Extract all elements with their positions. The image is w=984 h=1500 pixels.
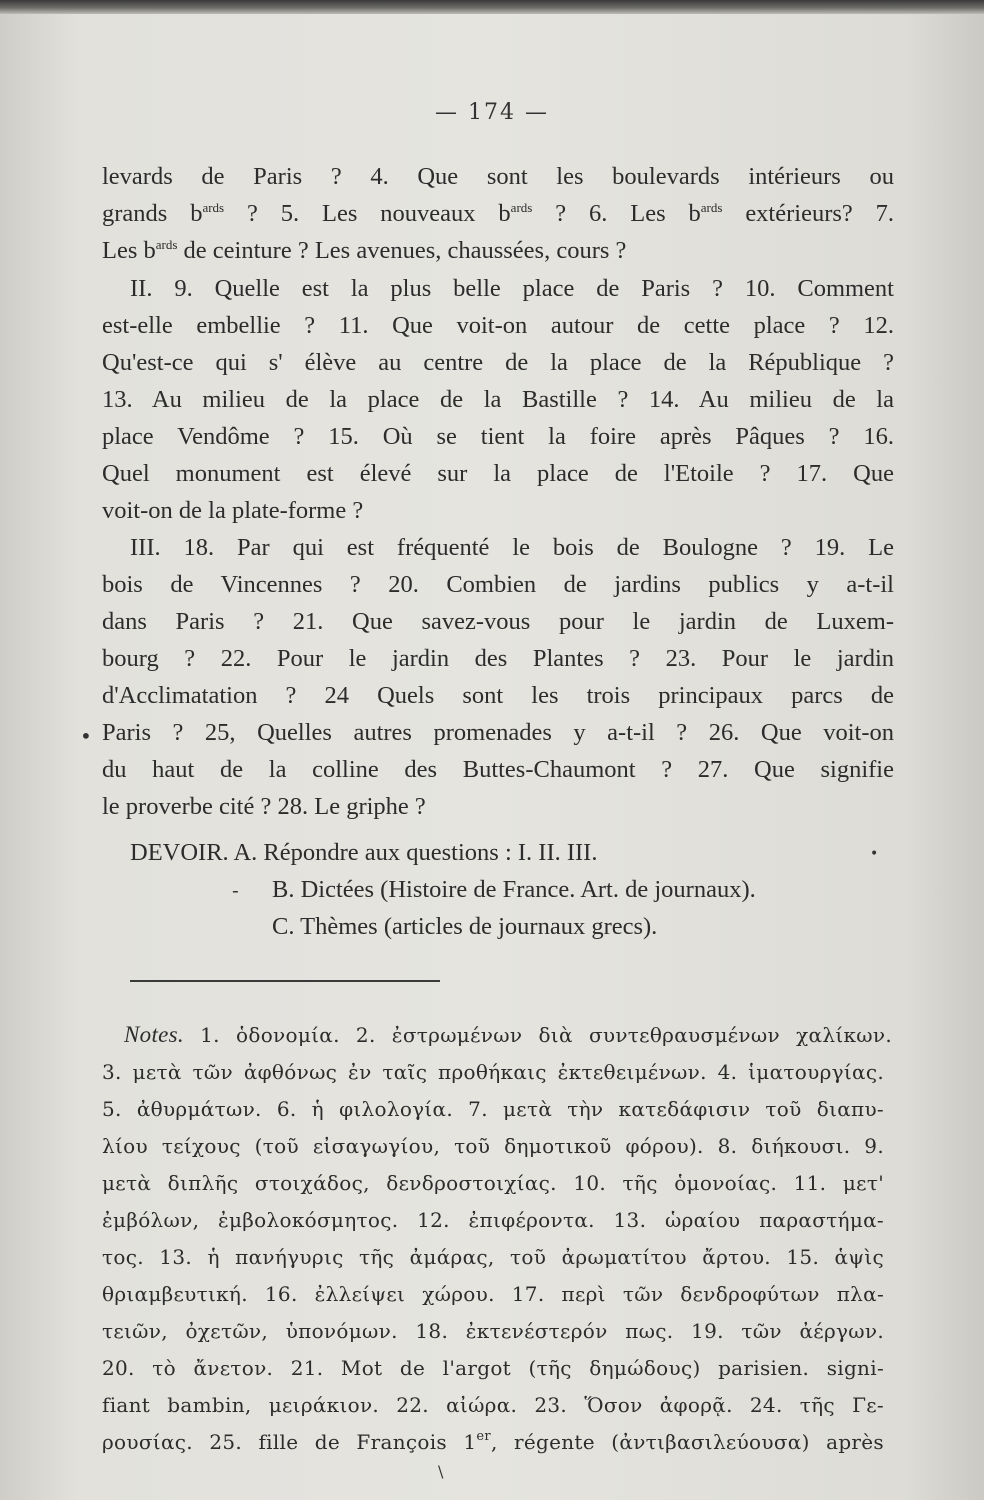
text-line: du haut de la colline des Buttes-Chaumont ? 27. Que signifie (102, 756, 894, 783)
devoir-c: C. Thèmes (articles de journaux grecs). (272, 913, 658, 940)
notes-line: τος. 13. ἡ πανήγυρις τῆς ἀμάρας, τοῦ ἀρωματίτου ἄρτου. 15. ἁψὶς (102, 1245, 884, 1269)
devoir-b: B. Dictées (Histoire de France. Art. de journaux). (272, 876, 756, 903)
section-ii-start: II. 9. Quelle est la plus belle place de Paris ? 10. Comment (130, 275, 894, 302)
text-line: d'Acclimatation ? 24 Quels sont les trois principaux parcs de (102, 682, 894, 709)
margin-bullet: • (80, 724, 92, 748)
text-line: Qu'est-ce qui s' élève au centre de la place de la République ? (102, 349, 894, 376)
text-line: bois de Vincennes ? 20. Combien de jardins publics y a-t-il (102, 571, 894, 598)
margin-dot: • (870, 846, 879, 862)
notes-label: Notes. (124, 1022, 184, 1047)
text-line: place Vendôme ? 15. Où se tient la foire après Pâques ? 16. (102, 423, 894, 450)
page-number: — 174 — (435, 100, 549, 125)
text-line: bourg ? 22. Pour le jardin des Plantes ? 23. Pour le jardin (102, 645, 894, 672)
notes-line: ἐμβόλων, ἐμβολοκόσμητος. 12. ἐπιφέροντα. 13. ὡραίου παραστήμα- (102, 1208, 884, 1232)
notes-line: fiant bambin, μειράκιον. 22. αἰώρα. 23. Ὅσον ἀφορᾷ. 24. τῆς Γε- (102, 1393, 884, 1417)
notes-line: τειῶν, ὀχετῶν, ὑπονόμων. 18. ἐκτενέστερόν πως. 19. τῶν ἀέργων. (102, 1319, 884, 1343)
notes-line: θριαμβευτική. 16. ἐλλείψει χώρου. 17. περὶ τῶν δενδροφύτων πλα- (102, 1282, 884, 1306)
text-line: dans Paris ? 21. Que savez-vous pour le jardin de Luxem- (102, 608, 894, 635)
notes-line: 20. τὸ ἄνετον. 21. Mot de l'argot (τῆς δημώδους) parisien. signi- (102, 1356, 884, 1380)
text-line: grands $b^{ards}$ ? 5. Les nouveaux $b^{ards}$ ? 6. Les $b^{ards}$ extérieurs? 7. (102, 200, 895, 227)
section-iii-start: III. 18. Par qui est fréquenté le bois de Boulogne ? 19. Le (130, 534, 894, 561)
margin-dash: - (232, 878, 239, 902)
text-line: voit-on de la plate-forme ? (102, 497, 364, 524)
text-line: Les $b^{ards}$ de ceinture ? Les avenues, chaussées, cours ? (102, 237, 627, 264)
text-line: Paris ? 25, Quelles autres promenades y a-t-il ? 26. Que voit-on (102, 719, 894, 746)
notes-line: λίου τείχους (τοῦ εἰσαγωγίου, τοῦ δημοτικοῦ φόρου). 8. διήκουσι. 9. (102, 1134, 884, 1158)
page-top-shadow (0, 0, 984, 14)
notes-line: ρουσίας. 25. fille de François 1er, régente (ἀντιβασιλεύουσα) après (102, 1429, 884, 1454)
text-line: le proverbe cité ? 28. Le griphe ? (102, 793, 426, 820)
devoir-a: DEVOIR. A. Répondre aux questions : I. II. III. (130, 839, 598, 866)
notes-line: 3. μετὰ τῶν ἀφθόνως ἐν ταῖς προθήκαις ἐκτεθειμένων. 4. ἱματουργίας. (102, 1060, 884, 1084)
text-line: Quel monument est élevé sur la place de l'Etoile ? 17. Que (102, 460, 894, 487)
margin-tick: \ (438, 1462, 444, 1481)
footnote-rule (130, 980, 440, 982)
text-line: est-elle embellie ? 11. Que voit-on autour de cette place ? 12. (102, 312, 894, 339)
notes-line: 5. ἀθυρμάτων. 6. ἡ φιλολογία. 7. μετὰ τὴν κατεδάφισιν τοῦ διαπυ- (102, 1097, 884, 1121)
notes-line: Notes. 1. ὁδονομία. 2. ἐστρωμένων διὰ συντεθραυσμένων χαλίκων. (124, 1022, 892, 1047)
notes-line: μετὰ διπλῆς στοιχάδος, δενδροστοιχίας. 10. τῆς ὁμονοίας. 11. μετ' (102, 1171, 884, 1195)
text-line: 13. Au milieu de la place de la Bastille ? 14. Au milieu de la (102, 386, 894, 413)
text-line: levards de Paris ? 4. Que sont les boulevards intérieurs ou (102, 163, 894, 190)
